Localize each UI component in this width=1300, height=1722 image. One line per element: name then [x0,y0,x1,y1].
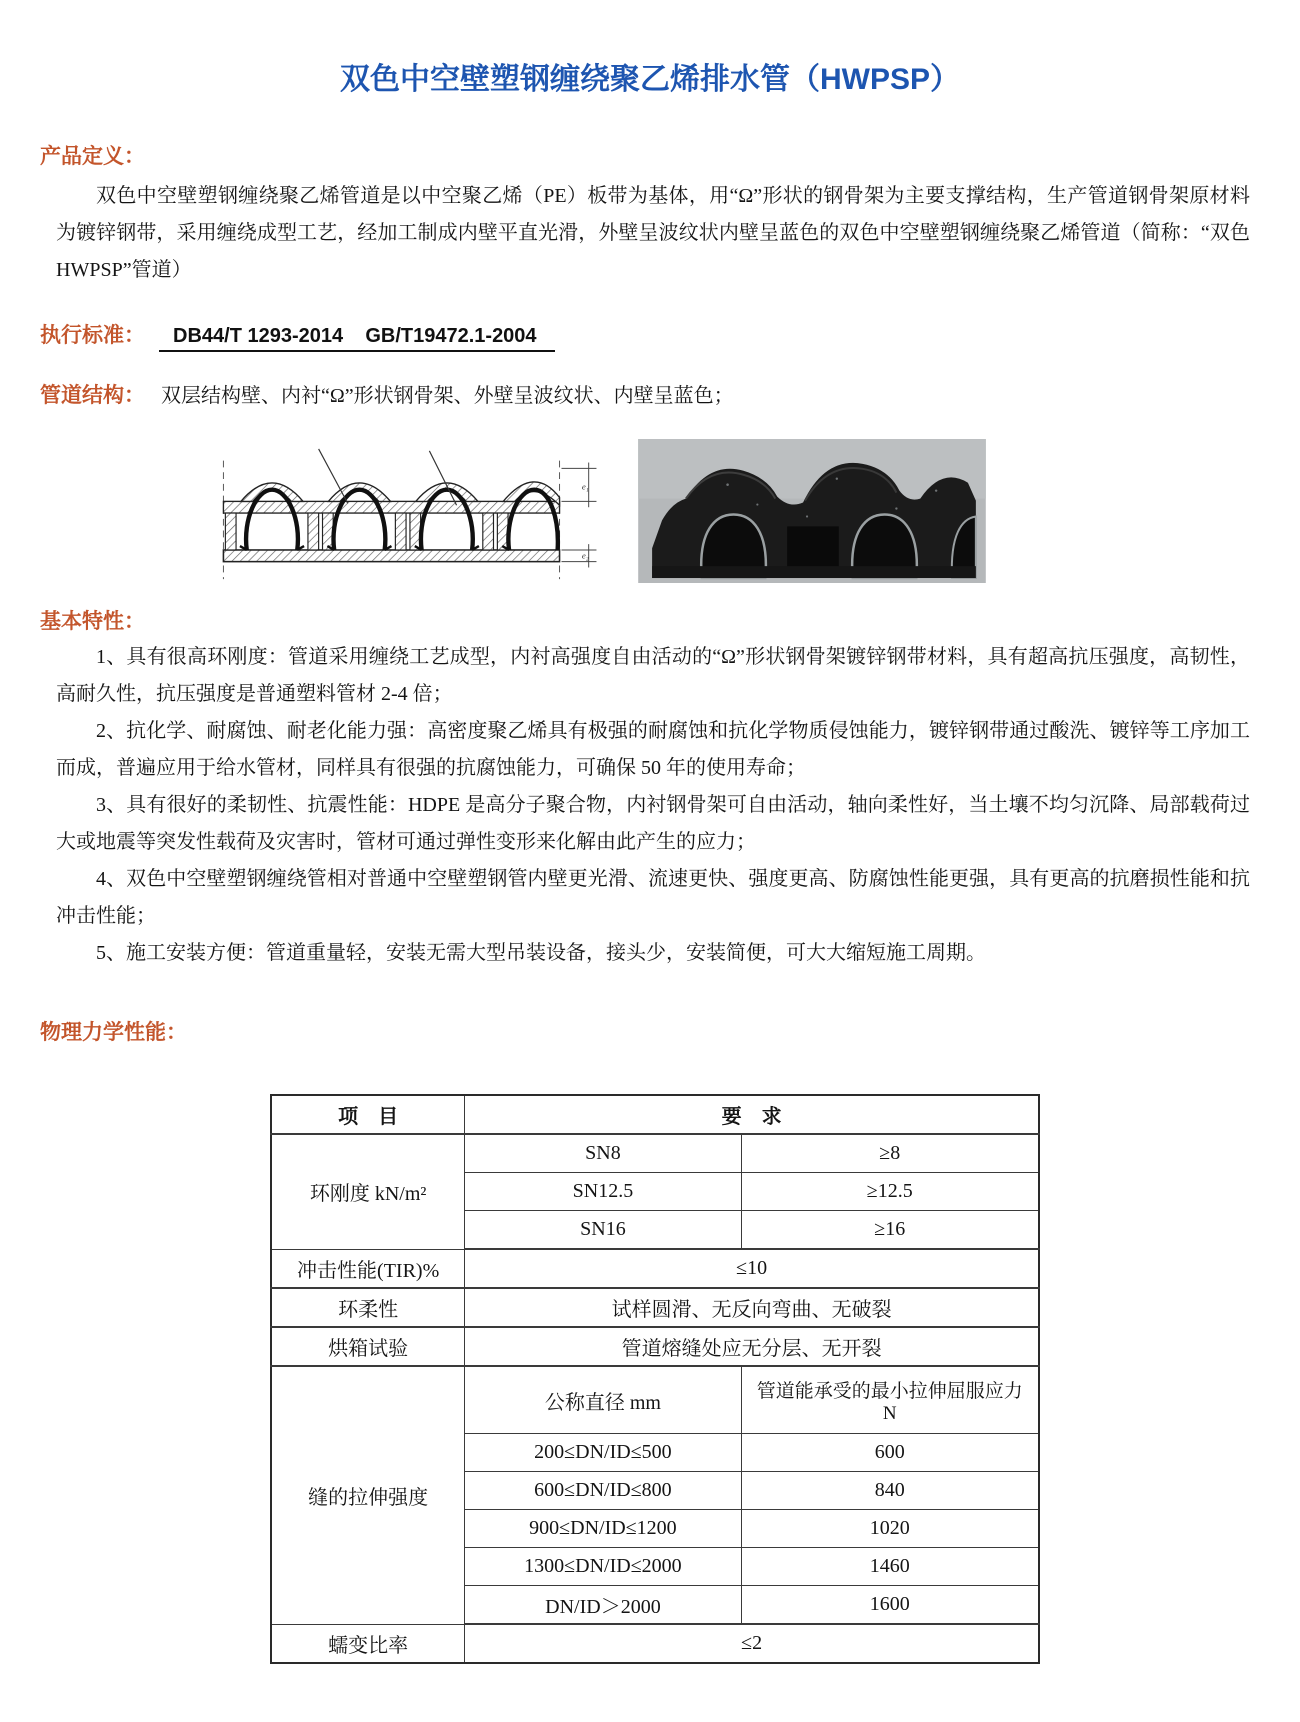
ring-stiffness-sn125-req: ≥12.5 [741,1173,1039,1211]
table-row [271,1327,1039,1366]
seam-tensile-range-1: 200≤DN/ID≤500 [465,1434,741,1472]
table-row [271,1624,1039,1663]
seam-tensile-subheader-diameter: 公称直径 mm [465,1366,741,1434]
page-title: 双色中空壁塑钢缠绕聚乙烯排水管（HWPSP） [339,63,960,96]
seam-tensile-label: 缝的拉伸强度 [271,1366,465,1624]
oven-test-value: 管道熔缝处应无分层、无开裂 [465,1327,1039,1366]
svg-text:e₂: e₂ [581,550,589,561]
heading-product-definition: 产品定义： [40,145,145,168]
feature-item-4: 4、双色中空壁塑钢缠绕管相对普通中空壁塑钢管内壁更光滑、流速更快、强度更高、防腐蚀性能更强，具有更高的抗磨损性能和抗冲击性能； [56,868,1250,927]
ring-stiffness-sn8-req: ≥8 [741,1134,1039,1173]
impact-value: ≤10 [465,1249,1039,1288]
feature-item-2: 2、抗化学、耐腐蚀、耐老化能力强：高密度聚乙烯具有极强的耐腐蚀和抗化学物质侵蚀能力，镀锌钢带通过酸洗、镀锌等工序加工而成，普遍应用于给水管材，同样具有很强的抗腐蚀能力，可确保 50 年的使用寿命； [56,720,1250,779]
standard-row [40,319,1300,349]
impact-label: 冲击性能(TIR)% [271,1249,465,1288]
ring-stiffness-label: 环刚度 kN/m² [271,1134,465,1249]
creep-label: 蠕变比率 [271,1624,465,1663]
table-row [271,1249,1039,1288]
creep-value: ≤2 [465,1624,1039,1663]
seam-tensile-range-3: 900≤DN/ID≤1200 [465,1510,741,1548]
heading-structure: 管道结构： [40,384,145,407]
seam-tensile-value-2: 840 [741,1472,1039,1510]
seam-tensile-value-5: 1600 [741,1586,1039,1625]
table-header-row [271,1095,1039,1134]
table-row [271,1288,1039,1327]
pipe-sample-photo [638,439,986,583]
seam-tensile-subheader-force: 管道能承受的最小拉伸屈服应力 N [741,1366,1039,1434]
structure-row [40,379,1300,409]
table-row [271,1366,1039,1434]
seam-tensile-value-4: 1460 [741,1548,1039,1586]
svg-text:e₁: e₁ [581,481,589,492]
oven-test-label: 烘箱试验 [271,1327,465,1366]
header-requirement-col: 要 求 [465,1095,1039,1134]
header-item-col: 项 目 [271,1095,465,1134]
heading-physical-properties: 物理力学性能： [40,1021,187,1044]
ring-flexibility-label: 环柔性 [271,1288,465,1327]
feature-item-5: 5、施工安装方便：管道重量轻，安装无需大型吊装设备，接头少，安装简便，可大大缩短施工周期。 [96,942,986,964]
seam-tensile-range-5: DN/ID＞2000 [465,1586,741,1625]
feature-item-1: 1、具有很高环刚度：管道采用缠绕工艺成型，内衬高强度自由活动的“Ω”形状钢骨架镀锌钢带材料，具有超高抗压强度，高韧性，高耐久性，抗压强度是普通塑料管材 2-4 倍； [56,646,1250,705]
seam-tensile-value-1: 600 [741,1434,1039,1472]
feature-item-3: 3、具有很好的柔韧性、抗震性能：HDPE 是高分子聚合物，内衬钢骨架可自由活动，轴向柔性好，当土壤不均匀沉降、局部载荷过大或地震等突发性载荷及灾害时，管材可通过弹性变形来化解由此产生的应力； [56,794,1250,853]
seam-tensile-range-4: 1300≤DN/ID≤2000 [465,1548,741,1586]
ring-stiffness-sn16-req: ≥16 [741,1211,1039,1250]
product-definition-text: 双色中空壁塑钢缠绕聚乙烯管道是以中空聚乙烯（PE）板带为基体，用“Ω”形状的钢骨架为主要支撑结构，生产管道钢骨架原材料为镀锌钢带，采用缠绕成型工艺，经加工制成内壁平直光滑，外壁呈波纹状内壁呈蓝色的双色中空壁塑钢缠绕聚乙烯管道（简称：“双色 HWPSP”管道） [56,185,1250,281]
seam-tensile-range-2: 600≤DN/ID≤800 [465,1472,741,1510]
table-row [271,1134,1039,1173]
ring-stiffness-sn8: SN8 [465,1134,741,1173]
ring-stiffness-sn125: SN12.5 [465,1173,741,1211]
standard-value: DB44/T 1293-2014 GB/T19472.1-2004 [159,325,555,352]
seam-tensile-value-3: 1020 [741,1510,1039,1548]
ring-flexibility-value: 试样圆滑、无反向弯曲、无破裂 [465,1288,1039,1327]
pipe-cross-section-drawing [212,447,604,583]
heading-standard: 执行标准： [40,324,145,347]
ring-stiffness-sn16: SN16 [465,1211,741,1250]
heading-features: 基本特性： [40,610,145,633]
physical-properties-table [270,1094,1040,1664]
structure-value: 双层结构壁、内衬“Ω”形状钢骨架、外壁呈波纹状、内壁呈蓝色； [161,385,734,407]
pipe-images-row [212,439,1300,583]
